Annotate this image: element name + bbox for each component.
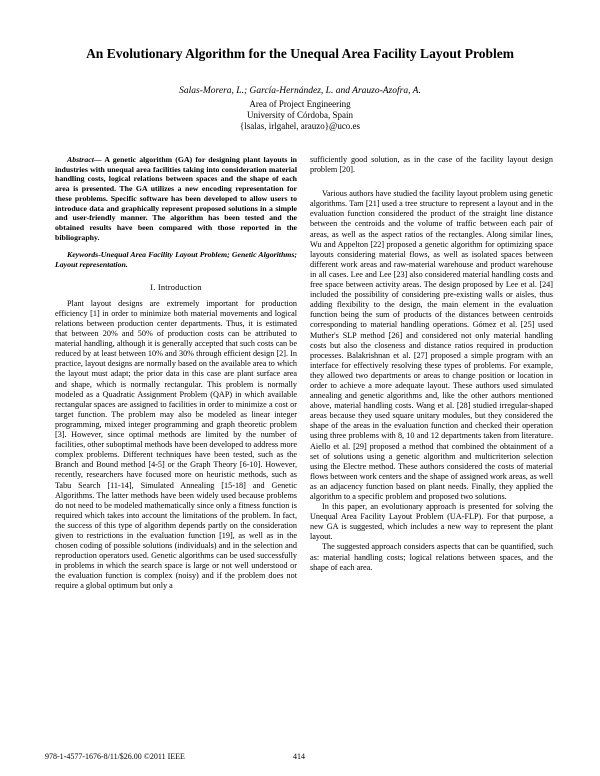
approach-paragraph: In this paper, an evolutionary approach is presented for solving the Unequal Area Facility Layout Problem (UA-FLP). For that purpose, a new GA is suggested, which includes a new way to represent the plant layout. — [310, 502, 553, 542]
affiliation-university: University of Córdoba, Spain — [247, 110, 353, 120]
right-column — [310, 155, 553, 573]
related-work-paragraph: Various authors have studied the facility layout problem using genetic algorithms. Tam [21] used a tree structure to represent a layout and in the evaluation function considered the product of the straight line distance between the centroids and the volume of traffic between each pair of areas, as well as the aspect ratios of the rectangles. Along similar lines, Wu and Appelton [22] proposed a genetic algorithm for optimizing space layouts considering material flows, as well as isolated spaces between different work areas and raw-material warehouse and product warehouse in all cases. Lee and Lee [23] also considered material handling costs and free space between activity areas. The design proposed by Lee et al. [24] included the possibility of considering pre-existing walls or aisles, thus adding flexibility to the design, the main element in the evaluation function being the sum of products of the distances between centroids corresponding to material handling operations. Gómez et al. [25] used Muther's SLP method [26] and considered not only material handling costs but also the closeness and distance ratios required in production processes. Balakrishnan et al. [27] proposed a simple program with an interface for effectively resolving these types of problems. For example, they allowed two departments or areas to change position or location in order to achieve a more adequate layout. These authors used simulated annealing and genetic algorithms and, like the other authors mentioned above, material handling costs. Wang et al. [28] studied irregular-shaped areas because they used square unitary modules, but they considered the shape of the areas in the evaluation function and checked their operation using three problems with 8, 10 and 12 departments taken from literature. Aiello et al. [29] proposed a method that combined the obtainment of a set of solutions using a genetic algorithm and multicriterion selection using the Electre method. These authors considered the costs of material flows between work centers and the shape of assigned work areas, as well as an adjacency function based on plant needs. Finally, they applied the algorithm to a specific problem and proposed two solutions. — [310, 189, 553, 501]
affiliation-emails: {lsalas, irlgahel, arauzo}@uco.es — [239, 121, 361, 131]
abstract — [55, 155, 297, 242]
abstract-label: Abstract— — [67, 155, 102, 164]
continuation-paragraph: sufficiently good solution, as in the case of the facility layout design problem [20]. — [310, 155, 553, 175]
abstract-text: A genetic algorithm (GA) for designing plant layouts in industries with unequal area facilities taking into consideration material handling costs, logical relations between spaces and the shape of each area is presented. The GA utilizes a new encoding representation for these problems. Specific software has been developed to allow users to introduce data and graphically represent proposed solutions in a simple and user-friendly manner. The algorithm has been tested and the obtained results have been compared with those reported in the bibliography. — [55, 155, 297, 242]
aspects-paragraph: The suggested approach considers aspects that can be quantified, such as: material handling costs; logical relations between spaces, and the shape of each area. — [310, 542, 553, 572]
paper-authors: Salas-Morera, L.; García-Hernández, L. and Arauzo-Azofra, A. — [179, 86, 421, 96]
page-number: 414 — [293, 752, 305, 761]
section-heading-introduction: I. Introduction — [150, 282, 202, 292]
left-column — [55, 155, 297, 592]
keywords: Keywords-Unequal Area Facility Layout Problem; Genetic Algorithms; Layout representation. — [55, 250, 297, 270]
intro-paragraph: Plant layout designs are extremely important for production efficiency [1] in order to minimize both material movements and logical relations between production center departments. Thus, it is estimated that between 20% and 50% of production costs can be attributed to material handling, although it is generally accepted that such costs can be reduced by at least between 10% and 30% through efficient design [2]. In practice, layout designs are normally based on the available area to which the layout must adapt; the prior data in this case are plant surface area and shape, which is normally rectangular. This problem is normally modeled as a Quadratic Assignment Problem (QAP) in which available rectangular spaces are assigned to facilities in order to minimize a cost or target function. The problem may also be modeled as linear integer programming, mixed integer programming and graph theoretic problem [3]. However, since optimal methods are limited by the number of facilities, other suboptimal methods have been developed to address more complex problems. Different techniques have been tested, such as the Branch and Bound method [4-5] or the Graph Theory [6-10]. However, recently, researchers have focused more on heuristic methods, such as Tabu Search [11-14], Simulated Annealing [15-18] and Genetic Algorithms. The latter methods have been widely used because problems do not need to be modeled mathematically since only a fitness function is required which takes into account the limitations of the problem. In fact, the success of this type of algorithm depends partly on the consideration given to restrictions in the evaluation function [19], as well as in the chosen coding of possible solutions (individuals) and in the selection and reproduction operators used. Genetic algorithms can be used successfully in problems in which the search space is large or not well understood or the evaluation function is complex (noisy) and if the problem does not require a global optimum but only a — [55, 298, 297, 591]
paper-title: An Evolutionary Algorithm for the Unequal Area Facility Layout Problem — [86, 46, 514, 61]
affiliation-department: Area of Project Engineering — [249, 99, 351, 109]
footer-isbn: 978-1-4577-1676-8/11/$26.00 ©2011 IEEE — [45, 752, 185, 761]
